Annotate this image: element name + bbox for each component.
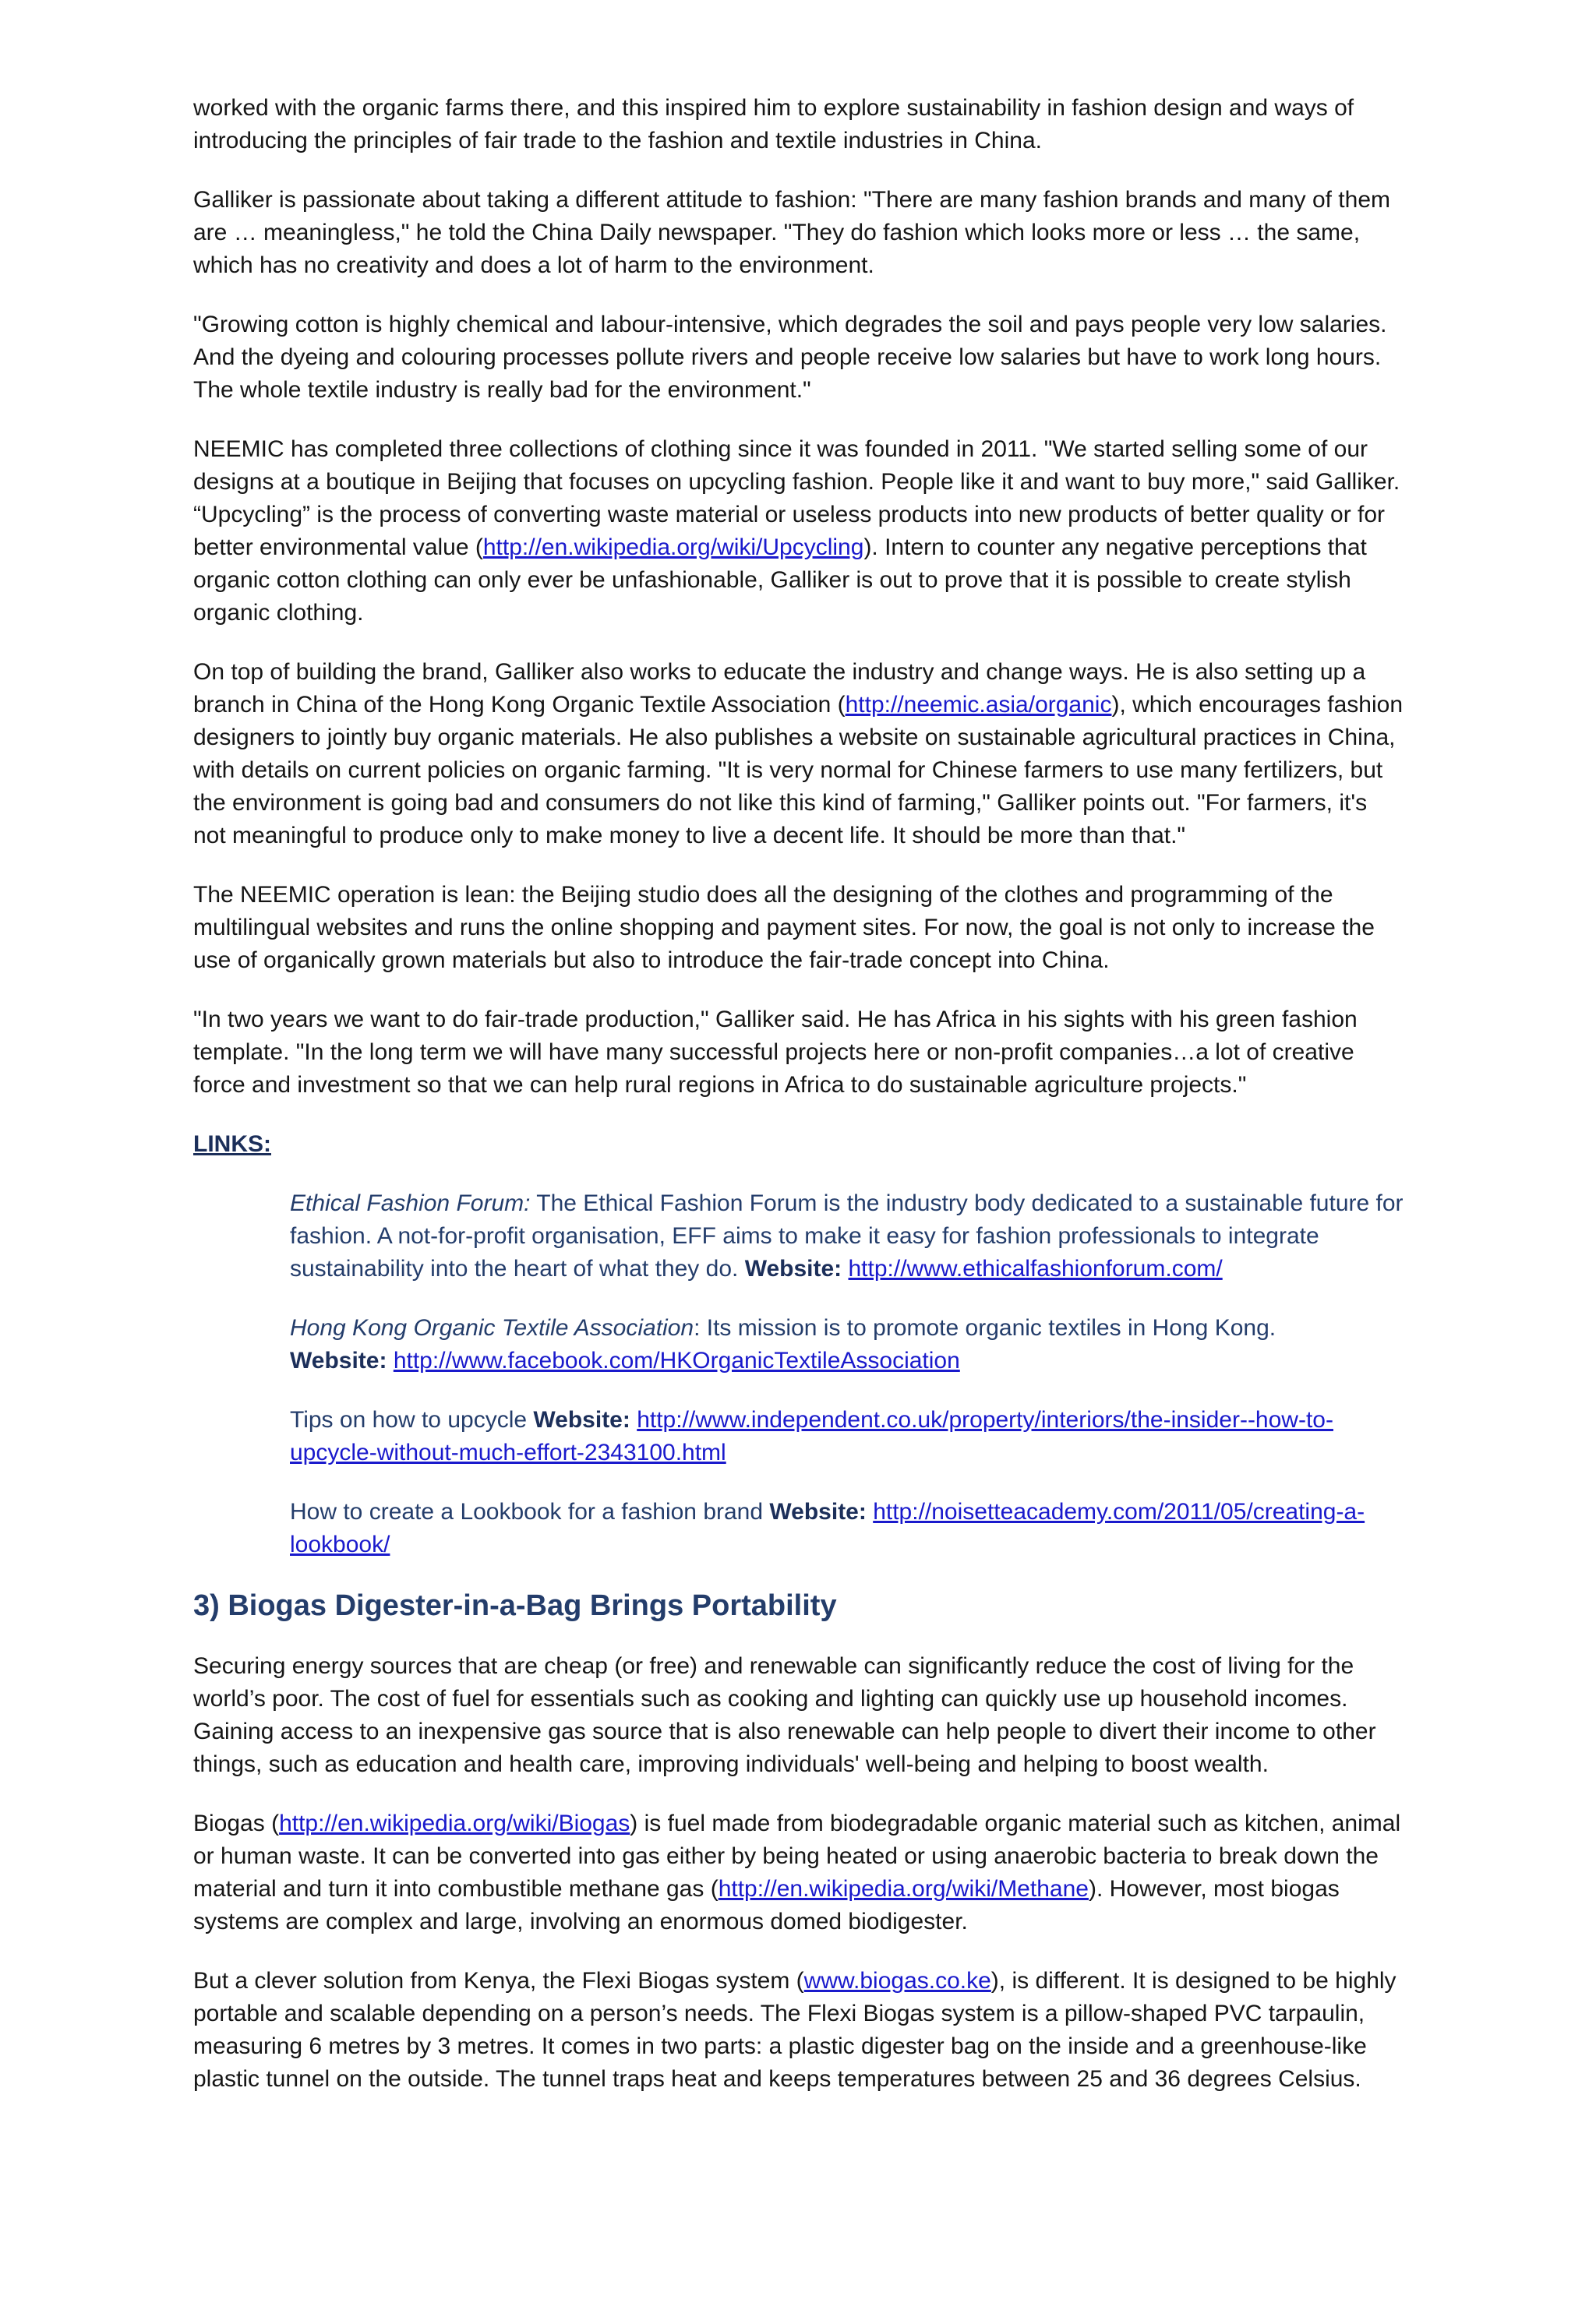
neemic-organic-link[interactable]: http://neemic.asia/organic — [845, 692, 1112, 718]
biogas-kenya-link[interactable]: www.biogas.co.ke — [803, 1968, 991, 1994]
eff-name: Ethical Fashion Forum: — [290, 1190, 531, 1216]
hk-name: Hong Kong Organic Textile Association — [290, 1315, 694, 1341]
upcycle-website-link[interactable]: http://www.independent.co.uk/property/interiors/the-insider--how-to-upcycle-without-much-effort-2343100.html — [290, 1407, 1333, 1465]
paragraph-energy-sources: Securing energy sources that are cheap (or free) and renewable can significantly reduce the cost of living for the world’s poor. The cost of fuel for essentials such as cooking and lighting can quickly use up household incomes. Gaining access to an inexpensive gas source that is also renewable can help people to divert their income to other things, such as education and health care, improving individuals' well-being and helping to boost wealth. — [193, 1653, 1376, 1777]
eff-website-link[interactable]: http://www.ethicalfashionforum.com/ — [848, 1256, 1223, 1282]
paragraph-galliker-attitude: Galliker is passionate about taking a different attitude to fashion: "There are many fashion brands and many of them are … meaningless," he told the China Daily newspaper. "They do fashion which looks more or less … the same, which has no creativity and does a lot of harm to the environment. — [193, 187, 1390, 278]
biogas-wiki-link[interactable]: http://en.wikipedia.org/wiki/Biogas — [279, 1811, 630, 1836]
link-item-lookbook: How to create a Lookbook for a fashion brand Website: http://noisetteacademy.com/2011/05/creating-a-lookbook/ — [290, 1499, 1365, 1557]
paragraph-educate-industry: On top of building the brand, Galliker also works to educate the industry and change ways. He is also setting up a branch in China of the Hong Kong Organic Textile Association (http://neemic.asia/organic), which encourages fashion designers to jointly buy organic materials. He also publishes a website on sustainable agricultural practices in China, with details on current policies on organic farming. "It is very normal for Chinese farmers to use many fertilizers, but the environment is going bad and consumers do not like this kind of farming," Galliker points out. "For farmers, it's not meaningful to produce only to make money to live a decent life. It should be more than that." — [193, 659, 1404, 848]
paragraph-growing-cotton: "Growing cotton is highly chemical and labour-intensive, which degrades the soil and pays people very low salaries. And the dyeing and colouring processes pollute rivers and people receive low salaries but have to work long hours. The whole textile industry is really bad for the environment." — [193, 312, 1387, 403]
link-item-upcycle-tips: Tips on how to upcycle Website: http://www.independent.co.uk/property/interiors/the-insider--how-to-upcycle-without-much-effort-2343100.html — [290, 1407, 1333, 1465]
paragraph-neemic-operation: The NEEMIC operation is lean: the Beijing studio does all the designing of the clothes and programming of the multilingual websites and runs the online shopping and payment sites. For now, the goal is not only to increase the use of organically grown materials but also to introduce the fair-trade concept into China. — [193, 882, 1375, 973]
paragraph-neemic-collections: NEEMIC has completed three collections of clothing since it was founded in 2011. "We started selling some of our designs at a boutique in Beijing that focuses on upcycling fashion. People like it and want to buy more," said Galliker. “Upcycling” is the process of converting waste material or useless products into new products of better quality or for better environmental value (http://en.wikipedia.org/wiki/Upcycling). Intern to counter any negative perceptions that organic cotton clothing can only ever be unfashionable, Galliker is out to prove that it is possible to create stylish organic clothing. — [193, 436, 1400, 626]
links-list — [290, 1187, 1406, 1561]
paragraph-biogas-definition: Biogas (http://en.wikipedia.org/wiki/Biogas) is fuel made from biodegradable organic material such as kitchen, animal or human waste. It can be converted into gas either by being heated or using anaerobic bacteria to break down the material and turn it into combustible methane gas (http://en.wikipedia.org/wiki/Methane). However, most biogas systems are complex and large, involving an enormous domed biodigester. — [193, 1811, 1401, 1934]
link-item-ethical-fashion-forum: Ethical Fashion Forum: The Ethical Fashion Forum is the industry body dedicated to a sustainable future for fashion. A not-for-profit organisation, EFF aims to make it easy for fashion professionals to integrate sustainability into the heart of what they do. Website: http://www.ethicalfashionforum.com/ — [290, 1190, 1404, 1282]
document-page — [193, 92, 1406, 2122]
hk-website-link[interactable]: http://www.facebook.com/HKOrganicTextileAssociation — [393, 1348, 960, 1374]
link-item-hk-organic-textile: Hong Kong Organic Textile Association: Its mission is to promote organic textiles in Hong Kong. Website: http://www.facebook.com/HKOrganicTextileAssociation — [290, 1315, 1276, 1374]
lookbook-website-link[interactable]: http://noisetteacademy.com/2011/05/creating-a-lookbook/ — [290, 1499, 1365, 1557]
section-heading-biogas: 3) Biogas Digester-in-a-Bag Brings Portability — [193, 1589, 837, 1622]
website-label: Website: — [769, 1499, 867, 1525]
website-label: Website: — [290, 1348, 387, 1374]
paragraph-organic-farms: worked with the organic farms there, and this inspired him to explore sustainability in fashion design and ways of introducing the principles of fair trade to the fashion and textile industries in China. — [193, 95, 1354, 153]
paragraph-fair-trade: "In two years we want to do fair-trade production," Galliker said. He has Africa in his sights with his green fashion template. "In the long term we will have many successful projects here or non-profit companies…a lot of creative force and investment so that we can help rural regions in Africa to do sustainable agriculture projects." — [193, 1007, 1358, 1098]
methane-wiki-link[interactable]: http://en.wikipedia.org/wiki/Methane — [718, 1876, 1089, 1902]
paragraph-flexi-biogas: But a clever solution from Kenya, the Flexi Biogas system (www.biogas.co.ke), is different. It is designed to be highly portable and scalable depending on a person’s needs. The Flexi Biogas system is a pillow-shaped PVC tarpaulin, measuring 6 metres by 3 metres. It comes in two parts: a plastic digester bag on the inside and a greenhouse-like plastic tunnel on the outside. The tunnel traps heat and keeps temperatures between 25 and 36 degrees Celsius. — [193, 1968, 1396, 2092]
website-label: Website: — [744, 1256, 842, 1282]
links-heading: LINKS: — [193, 1131, 271, 1157]
upcycling-link[interactable]: http://en.wikipedia.org/wiki/Upcycling — [482, 534, 864, 560]
website-label: Website: — [533, 1407, 630, 1433]
